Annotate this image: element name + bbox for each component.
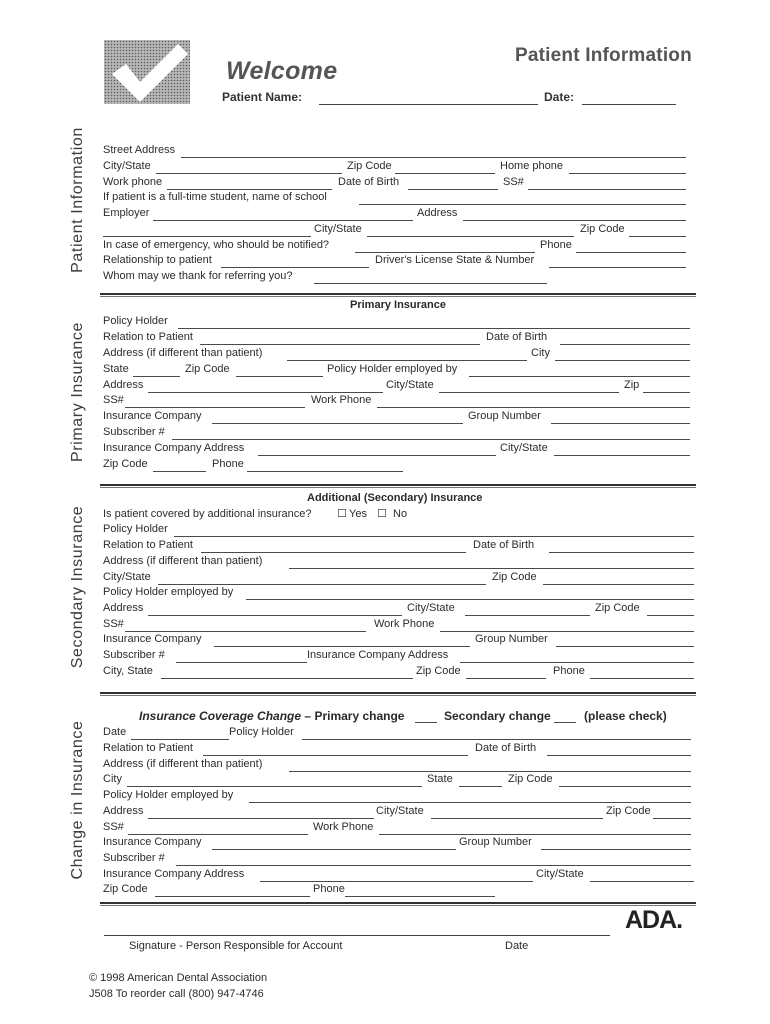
- emergency-phone-field[interactable]: [576, 238, 686, 253]
- form-row: City/State Zip Code: [103, 570, 693, 585]
- address-field[interactable]: [289, 757, 691, 772]
- employer-address-field[interactable]: [148, 601, 402, 616]
- section-divider: [100, 692, 696, 696]
- side-label-patient-information: Patient Information: [69, 127, 86, 273]
- welcome-heading: Welcome: [226, 57, 338, 85]
- state-field[interactable]: [133, 362, 180, 377]
- insurance-company-address-field[interactable]: [460, 648, 694, 663]
- insurance-company-field[interactable]: [212, 835, 456, 850]
- employer-field[interactable]: [246, 585, 694, 600]
- form-row: Subscriber #: [103, 851, 693, 866]
- relation-to-patient-field[interactable]: [201, 538, 466, 553]
- relation-to-patient-field[interactable]: [200, 330, 480, 345]
- city-state-field[interactable]: [439, 378, 619, 393]
- school-name-field[interactable]: [359, 190, 686, 205]
- form-row: If patient is a full-time student, name of school: [103, 190, 693, 205]
- ss-number-field[interactable]: [125, 393, 305, 408]
- form-row: Policy Holder: [103, 314, 693, 329]
- section-divider: [100, 293, 696, 297]
- form-row: Insurance Company Address City/State: [103, 867, 693, 882]
- form-row: Subscriber # Insurance Company Address: [103, 648, 693, 663]
- form-row: SS# Work Phone: [103, 820, 693, 835]
- please-check-label: (please check): [584, 709, 667, 723]
- zip-code-field[interactable]: [236, 362, 323, 377]
- section-divider: [100, 484, 696, 488]
- policy-holder-field[interactable]: [178, 314, 690, 329]
- form-row: City/State Zip Code Home phone: [103, 159, 693, 174]
- insurance-city-state-field[interactable]: [554, 441, 690, 456]
- city-state-field[interactable]: [158, 570, 486, 585]
- insurance-zip-code-field[interactable]: [155, 882, 310, 897]
- state-field[interactable]: [459, 772, 502, 787]
- form-row: Employer Address: [103, 206, 693, 221]
- insurance-change-title: Insurance Coverage Change – Primary change: [139, 709, 405, 723]
- signature-date-label: Date: [505, 940, 529, 952]
- zip-code-field[interactable]: [543, 570, 694, 585]
- group-number-field[interactable]: [541, 835, 691, 850]
- employer-field[interactable]: [469, 362, 690, 377]
- home-phone-field[interactable]: [569, 159, 686, 174]
- form-row: Zip Code Phone: [103, 882, 693, 897]
- employer-city-state-field[interactable]: [367, 222, 574, 237]
- employer-address-field[interactable]: [148, 804, 374, 819]
- insurance-phone-field[interactable]: [590, 664, 694, 679]
- insurance-company-field[interactable]: [212, 409, 463, 424]
- zip-field[interactable]: [643, 378, 690, 393]
- form-row: Address (if different than patient): [103, 554, 693, 569]
- zip-code-field[interactable]: [647, 601, 694, 616]
- form-row: Address City/State Zip Code: [103, 804, 693, 819]
- form-row: Address (if different than patient) City: [103, 346, 693, 361]
- form-row: Policy Holder: [103, 522, 693, 537]
- date-label: Date:: [544, 90, 575, 104]
- work-phone-field[interactable]: [167, 175, 332, 190]
- form-row: City, State Zip Code Phone: [103, 664, 693, 679]
- date-field[interactable]: [582, 104, 676, 105]
- zip-code-field[interactable]: [653, 804, 691, 819]
- form-row: Is patient covered by additional insurance? ☐ Yes ☐ No: [103, 508, 408, 520]
- zip-code-field[interactable]: [395, 159, 495, 174]
- work-phone-field[interactable]: [379, 820, 691, 835]
- primary-insurance-title: Primary Insurance: [350, 299, 446, 311]
- form-row: Whom may we thank for referring you?: [103, 269, 693, 284]
- form-row: SS# Work Phone: [103, 617, 693, 632]
- insurance-zip-code-field[interactable]: [466, 664, 546, 679]
- form-row: SS# Work Phone: [103, 393, 693, 408]
- form-row: Insurance Company Group Number: [103, 409, 693, 424]
- employer-field[interactable]: [249, 788, 691, 803]
- emergency-contact-field[interactable]: [355, 238, 535, 253]
- insurance-city-state-field[interactable]: [590, 867, 694, 882]
- address-field[interactable]: [289, 554, 694, 569]
- patient-name-field[interactable]: [319, 104, 538, 105]
- form-row: Policy Holder employed by: [103, 788, 693, 803]
- checkmark-logo: [104, 40, 190, 104]
- zip-code-field[interactable]: [559, 772, 691, 787]
- form-row: Date Policy Holder: [103, 725, 693, 740]
- city-field[interactable]: [555, 346, 690, 361]
- employer-address-field[interactable]: [148, 378, 383, 393]
- date-of-birth-field[interactable]: [408, 175, 498, 190]
- form-row: Policy Holder employed by: [103, 585, 693, 600]
- drivers-license-field[interactable]: [549, 253, 686, 268]
- insurance-company-address-field[interactable]: [258, 441, 496, 456]
- primary-change-check[interactable]: [415, 708, 437, 723]
- insurance-phone-field[interactable]: [247, 457, 403, 472]
- policy-holder-field[interactable]: [174, 522, 694, 537]
- date-of-birth-field[interactable]: [547, 741, 691, 756]
- insurance-company-address-field[interactable]: [260, 867, 533, 882]
- employer-street-field[interactable]: [103, 222, 311, 237]
- patient-name-label: Patient Name:: [222, 90, 303, 104]
- ss-number-field[interactable]: [528, 175, 686, 190]
- side-label-secondary-insurance: Secondary Insurance: [69, 505, 86, 669]
- form-row: Relation to Patient Date of Birth: [103, 538, 693, 553]
- secondary-change-check[interactable]: [554, 708, 576, 723]
- employer-field[interactable]: [153, 206, 413, 221]
- insurance-zip-code-field[interactable]: [153, 457, 206, 472]
- side-label-change-in-insurance: Change in Insurance: [69, 720, 86, 880]
- form-row: City/State Zip Code: [103, 222, 693, 237]
- street-address-field[interactable]: [181, 143, 686, 158]
- referral-field[interactable]: [314, 269, 547, 284]
- page-title: Patient Information: [515, 45, 692, 66]
- copyright-text: © 1998 American Dental Association: [89, 972, 268, 984]
- section-divider: [100, 902, 696, 906]
- relation-to-patient-field[interactable]: [203, 741, 468, 756]
- copyright-block: [89, 970, 267, 1002]
- insurance-company-field[interactable]: [214, 632, 470, 647]
- form-row: Relation to Patient Date of Birth: [103, 330, 693, 345]
- insurance-phone-field[interactable]: [345, 882, 495, 897]
- subscriber-number-field[interactable]: [172, 425, 690, 440]
- checkbox-icon[interactable]: ☐: [377, 508, 387, 520]
- secondary-change-label: Secondary change: [444, 709, 551, 723]
- city-state-field[interactable]: [156, 159, 342, 174]
- insurance-city-state-field[interactable]: [161, 664, 413, 679]
- employer-address-field[interactable]: [463, 206, 686, 221]
- change-date-field[interactable]: [131, 725, 229, 740]
- secondary-insurance-title: Additional (Secondary) Insurance: [307, 492, 483, 504]
- relationship-field[interactable]: [221, 253, 369, 268]
- ada-logo: ADA.: [625, 906, 683, 934]
- form-row: Relation to Patient Date of Birth: [103, 741, 693, 756]
- form-row: Insurance Company Address City/State: [103, 441, 693, 456]
- form-row: Street Address: [103, 143, 693, 158]
- form-row: Zip Code Phone: [103, 457, 693, 472]
- signature-label: Signature - Person Responsible for Account: [129, 940, 343, 952]
- form-row: Subscriber #: [103, 425, 693, 440]
- subscriber-number-field[interactable]: [176, 648, 307, 663]
- form-row: Work phone Date of Birth SS#: [103, 175, 693, 190]
- group-number-field[interactable]: [556, 632, 694, 647]
- employer-zip-field[interactable]: [629, 222, 686, 237]
- date-of-birth-field[interactable]: [560, 330, 690, 345]
- form-row: City State Zip Code: [103, 772, 693, 787]
- signature-field[interactable]: [104, 935, 610, 936]
- work-phone-field[interactable]: [440, 617, 694, 632]
- city-state-field[interactable]: [465, 601, 590, 616]
- date-of-birth-field[interactable]: [549, 538, 694, 553]
- form-row: Insurance Company Group Number: [103, 835, 693, 850]
- address-field[interactable]: [287, 346, 527, 361]
- ss-number-field[interactable]: [128, 820, 308, 835]
- form-row: Insurance Company Group Number: [103, 632, 693, 647]
- form-row: Relationship to patient Driver's License State & Number: [103, 253, 693, 268]
- reorder-text: J508 To reorder call (800) 947-4746: [89, 988, 264, 1000]
- city-field[interactable]: [127, 772, 422, 787]
- policy-holder-field[interactable]: [302, 725, 691, 740]
- form-row: State Zip Code Policy Holder employed by: [103, 362, 693, 377]
- form-row: Address (if different than patient): [103, 757, 693, 772]
- subscriber-number-field[interactable]: [176, 851, 691, 866]
- city-state-field[interactable]: [431, 804, 603, 819]
- form-row: Address City/State Zip Code: [103, 601, 693, 616]
- form-row: Address City/State Zip: [103, 378, 693, 393]
- work-phone-field[interactable]: [377, 393, 690, 408]
- form-row: In case of emergency, who should be notified? Phone: [103, 238, 693, 253]
- checkbox-icon[interactable]: ☐: [337, 508, 347, 520]
- side-label-primary-insurance: Primary Insurance: [69, 321, 86, 463]
- group-number-field[interactable]: [551, 409, 690, 424]
- ss-number-field[interactable]: [125, 617, 366, 632]
